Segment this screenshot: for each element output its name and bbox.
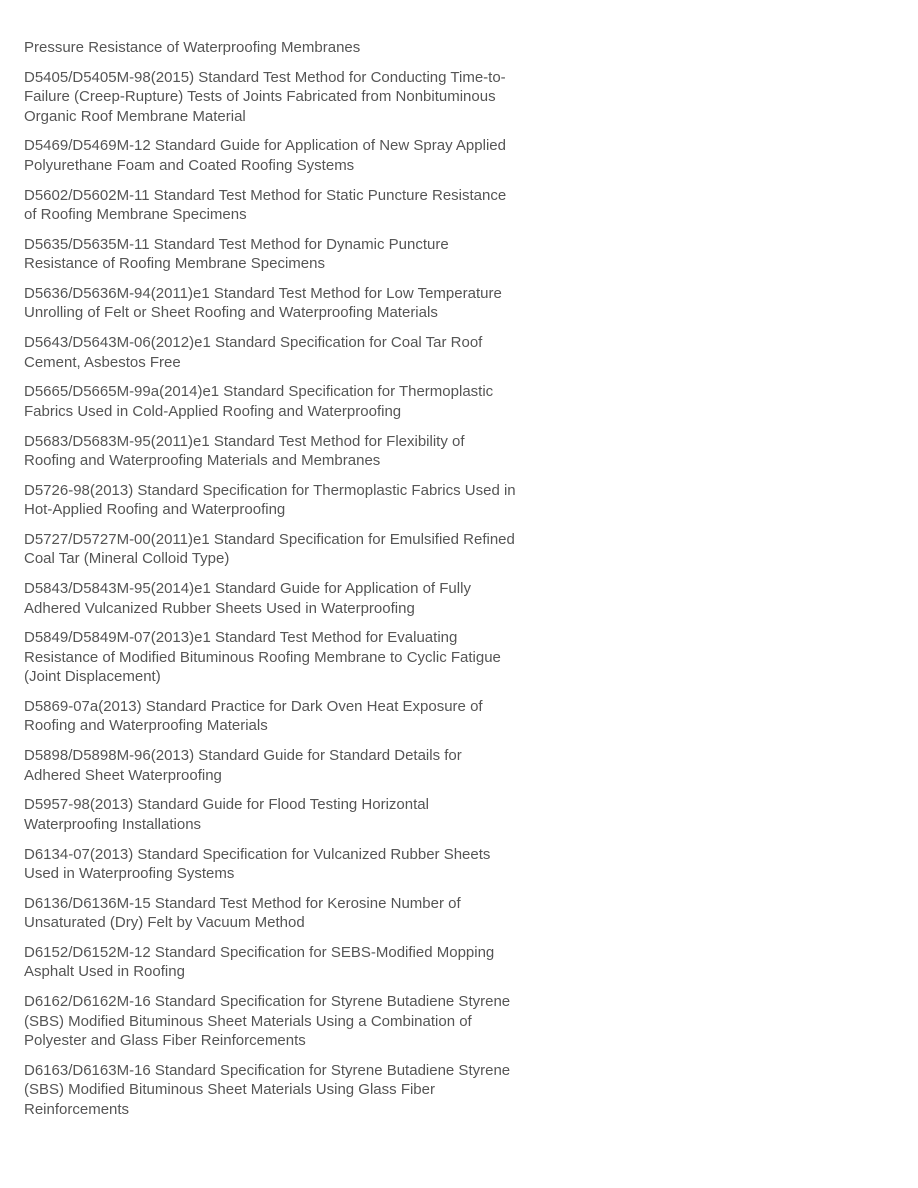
entry-line: Fabrics Used in Cold-Applied Roofing and Waterproofing (24, 402, 402, 420)
standard-entry (24, 795, 546, 834)
entry-line: Coal Tar (Mineral Colloid Type) (24, 550, 230, 568)
entry-line: Reinforcements (24, 1100, 130, 1118)
entry-line: Adhered Sheet Waterproofing (24, 766, 222, 784)
entry-line: D5869-07a(2013) Standard Practice for Dark Oven Heat Exposure of (24, 698, 483, 716)
standard-entry (24, 136, 546, 175)
standard-entry (24, 530, 546, 569)
standard-entry (24, 382, 546, 421)
entry-line: D5843/D5843M-95(2014)e1 Standard Guide for Application of Fully (24, 580, 471, 598)
standard-entry (24, 1061, 546, 1119)
entry-line: Used in Waterproofing Systems (24, 865, 235, 883)
standard-entry (24, 481, 546, 520)
entry-line: Resistance of Modified Bituminous Roofing Membrane to Cyclic Fatigue (24, 648, 501, 666)
entry-line: D5643/D5643M-06(2012)e1 Standard Specification for Coal Tar Roof (24, 334, 483, 352)
entry-line: (Joint Displacement) (24, 668, 161, 686)
standard-entry (24, 579, 546, 618)
standard-entry (24, 68, 546, 126)
entry-line: D5957-98(2013) Standard Guide for Flood Testing Horizontal (24, 796, 429, 814)
standard-entry (24, 894, 546, 933)
entry-line: D5635/D5635M-11 Standard Test Method for Dynamic Puncture (24, 235, 449, 253)
entry-line: Asphalt Used in Roofing (24, 963, 185, 981)
entry-line: Unsaturated (Dry) Felt by Vacuum Method (24, 914, 305, 932)
document-page (24, 38, 546, 1129)
entry-line: (SBS) Modified Bituminous Sheet Materials Using a Combination of (24, 1012, 472, 1030)
entry-line: D6163/D6163M-16 Standard Specification for Styrene Butadiene Styrene (24, 1061, 511, 1079)
entry-line: D5665/D5665M-99a(2014)e1 Standard Specification for Thermoplastic (24, 383, 494, 401)
entry-line: Organic Roof Membrane Material (24, 107, 246, 125)
standard-entry (24, 432, 546, 471)
entry-line: Hot-Applied Roofing and Waterproofing (24, 501, 286, 519)
entry-line: Polyurethane Foam and Coated Roofing Systems (24, 156, 355, 174)
standard-entry (24, 697, 546, 736)
entry-line: D5898/D5898M-96(2013) Standard Guide for Standard Details for (24, 747, 462, 765)
entry-line: D5405/D5405M-98(2015) Standard Test Method for Conducting Time-to- (24, 68, 506, 86)
entry-line: Unrolling of Felt or Sheet Roofing and Waterproofing Materials (24, 304, 438, 322)
entry-line: D5469/D5469M-12 Standard Guide for Application of New Spray Applied (24, 137, 506, 155)
standard-entry (24, 235, 546, 274)
standard-entry (24, 38, 546, 57)
standard-entry (24, 333, 546, 372)
entry-line: Polyester and Glass Fiber Reinforcements (24, 1032, 306, 1050)
entry-line: D5726-98(2013) Standard Specification for Thermoplastic Fabrics Used in (24, 481, 516, 499)
entry-line: D5849/D5849M-07(2013)e1 Standard Test Method for Evaluating (24, 629, 458, 647)
standard-entry (24, 284, 546, 323)
entry-line: D5683/D5683M-95(2011)e1 Standard Test Method for Flexibility of (24, 432, 465, 450)
entry-line: D6134-07(2013) Standard Specification for Vulcanized Rubber Sheets (24, 845, 491, 863)
entry-line: D6136/D6136M-15 Standard Test Method for Kerosine Number of (24, 894, 461, 912)
entry-line: Cement, Asbestos Free (24, 353, 181, 371)
standard-entry (24, 845, 546, 884)
entry-line: D5727/D5727M-00(2011)e1 Standard Specification for Emulsified Refined (24, 531, 515, 549)
entry-line: (SBS) Modified Bituminous Sheet Materials Using Glass Fiber (24, 1081, 435, 1099)
entry-line: Waterproofing Installations (24, 815, 202, 833)
entry-line: D5636/D5636M-94(2011)e1 Standard Test Method for Low Temperature (24, 285, 502, 303)
entry-line: D5602/D5602M-11 Standard Test Method for Static Puncture Resistance (24, 186, 507, 204)
entry-line: Failure (Creep-Rupture) Tests of Joints Fabricated from Nonbituminous (24, 88, 496, 106)
entry-line: Roofing and Waterproofing Materials (24, 717, 268, 735)
standard-entry (24, 628, 546, 686)
entry-line: Adhered Vulcanized Rubber Sheets Used in Waterproofing (24, 599, 415, 617)
entry-line: Pressure Resistance of Waterproofing Membranes (24, 39, 361, 56)
standard-entry (24, 992, 546, 1050)
entry-line: Resistance of Roofing Membrane Specimens (24, 255, 325, 273)
entry-line: of Roofing Membrane Specimens (24, 206, 247, 224)
standard-entry (24, 943, 546, 982)
entry-line: D6152/D6152M-12 Standard Specification for SEBS-Modified Mopping (24, 944, 495, 962)
entry-line: D6162/D6162M-16 Standard Specification for Styrene Butadiene Styrene (24, 993, 511, 1011)
entry-line: Roofing and Waterproofing Materials and Membranes (24, 452, 381, 470)
standard-entry (24, 746, 546, 785)
standard-entry (24, 186, 546, 225)
